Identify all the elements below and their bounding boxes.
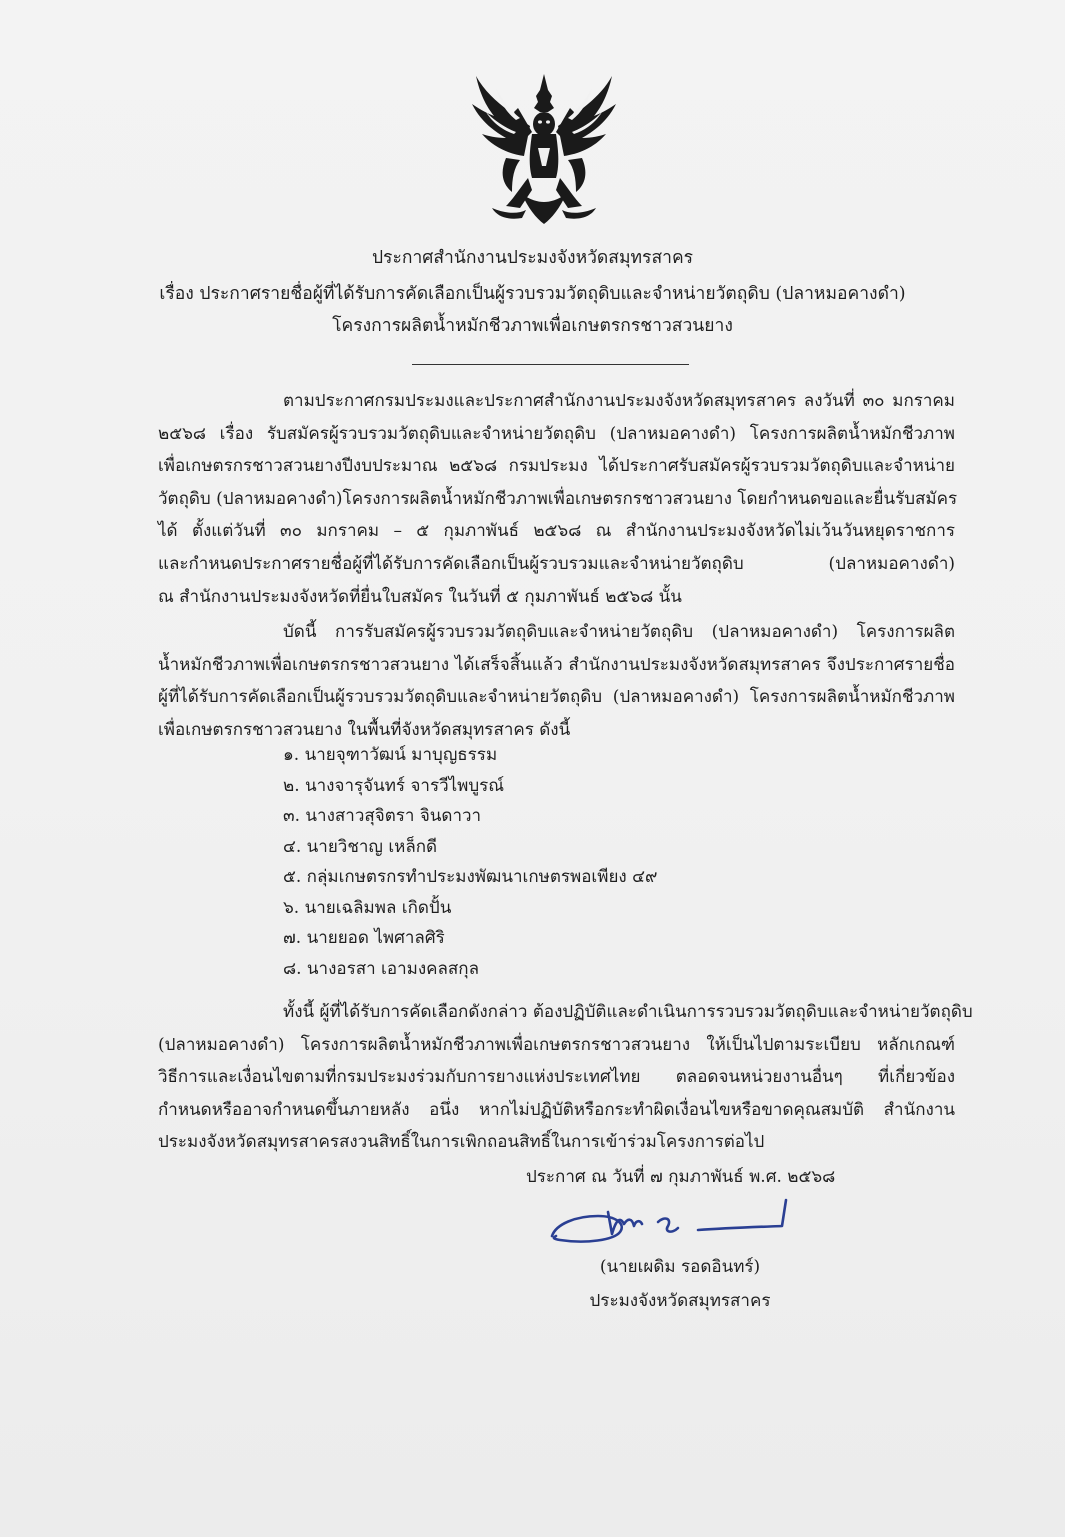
paragraph-line: ๒๕๖๘ เรื่อง รับสมัครผู้รวบรวมวัตถุดิบและจำหน่ายวัตถุดิบ (ปลาหมอคางดำ) โครงการผลิตน้ำหมักชีวภาพ	[158, 423, 955, 444]
paragraph-line: บัดนี้ การรับสมัครผู้รวบรวมวัตถุดิบและจำหน่ายวัตถุดิบ (ปลาหมอคางดำ) โครงการผลิต	[283, 622, 955, 642]
paragraph-line: ทั้งนี้ ผู้ที่ได้รับการคัดเลือกดังกล่าว ต้องปฏิบัติและดำเนินการรวบรวมวัตถุดิบและจำหน่ายวัตถุดิบ	[283, 1002, 973, 1022]
announcement-project: โครงการผลิตน้ำหมักชีวภาพเพื่อเกษตรกรชาวสวนยาง	[332, 316, 733, 336]
list-item: ๓. นางสาวสุจิตรา จินดาวา	[283, 806, 482, 826]
paragraph-line: ผู้ที่ได้รับการคัดเลือกเป็นผู้รวบรวมวัตถุดิบและจำหน่ายวัตถุดิบ (ปลาหมอคางดำ) โครงการผลิตน้ำหมักชีวภาพ	[158, 687, 955, 708]
list-item: ๘. นางอรสา เอามงคลสกุล	[283, 958, 480, 979]
signature-icon	[546, 1194, 796, 1252]
paragraph-announcement	[158, 616, 955, 746]
announcement-subject: เรื่อง ประกาศรายชื่อผู้ที่ได้รับการคัดเลือกเป็นผู้รวบรวมวัตถุดิบและจำหน่ายวัตถุดิบ (ปลาหมอคางดำ)	[159, 284, 906, 304]
paragraph-line: วัตถุดิบ (ปลาหมอคางดำ)โครงการผลิตน้ำหมักชีวภาพเพื่อเกษตรกรชาวสวนยาง โดยกำหนดขอและยื่นรับสมัคร	[158, 488, 958, 509]
paragraph-line: (ปลาหมอคางดำ) โครงการผลิตน้ำหมักชีวภาพเพื่อเกษตรกรชาวสวนยาง ให้เป็นไปตามระเบียบ หลักเกณฑ์	[158, 1034, 955, 1055]
paragraph-line: เพื่อเกษตรกรชาวสวนยาง ในพื้นที่จังหวัดสมุทรสาคร ดังนี้	[158, 719, 571, 740]
paragraph-line: กำหนดหรืออาจกำหนดขึ้นภายหลัง อนึ่ง หากไม่ปฏิบัติหรือกระทำผิดเงื่อนไขหรือขาดคุณสมบัติ สำนักงาน	[158, 1099, 955, 1120]
paragraph-line: ณ สำนักงานประมงจังหวัดที่ยื่นใบสมัคร ในวันที่ ๕ กุมภาพันธ์ ๒๕๖๘ นั้น	[158, 586, 682, 607]
paragraph-line: และกำหนดประกาศรายชื่อผู้ที่ได้รับการคัดเลือกเป็นผู้รวบรวมและจำหน่ายวัตถุดิบ (ปลาหมอคางดำ)	[158, 553, 955, 574]
list-item: ๕. กลุ่มเกษตรกรทำประมงพัฒนาเกษตรพอเพียง ๔๙	[283, 867, 658, 887]
signer-name: (นายเผดิม รอดอินทร์)	[599, 1257, 761, 1277]
paragraph-line: ประมงจังหวัดสมุทรสาครสงวนสิทธิ์ในการเพิกถอนสิทธิ์ในการเข้าร่วมโครงการต่อไป	[158, 1132, 765, 1153]
list-item: ๔. นายวิชาญ เหล็กดี	[283, 836, 438, 857]
header-divider	[412, 364, 689, 365]
list-item: ๖. นายเฉลิมพล เกิดปั้น	[283, 897, 452, 918]
paragraph-background	[158, 385, 958, 613]
paragraph-line: วิธีการและเงื่อนไขตามที่กรมประมงร่วมกับการยางแห่งประเทศไทย ตลอดจนหน่วยงานอื่นๆ ที่เกี่ยวข้อง	[158, 1067, 955, 1088]
announcement-date: ประกาศ ณ วันที่ ๗ กุมภาพันธ์ พ.ศ. ๒๕๖๘	[526, 1167, 836, 1187]
paragraph-conditions	[158, 996, 973, 1159]
list-item: ๗. นายยอด ไพศาลศิริ	[283, 928, 445, 948]
signer-title: ประมงจังหวัดสมุทรสาคร	[589, 1291, 771, 1311]
paragraph-line: ตามประกาศกรมประมงและประกาศสำนักงานประมงจังหวัดสมุทรสาคร ลงวันที่ ๓๐ มกราคม	[283, 391, 955, 411]
selected-list	[283, 740, 657, 984]
list-item: ๒. นางจารุจันทร์ จารวีไพบูรณ์	[283, 775, 505, 796]
paragraph-line: น้ำหมักชีวภาพเพื่อเกษตรกรชาวสวนยาง ได้เสร็จสิ้นแล้ว สำนักงานประมงจังหวัดสมุทรสาคร จึงประกาศรายชื่อ	[158, 654, 955, 675]
paragraph-line: เพื่อเกษตรกรชาวสวนยางปีงบประมาณ ๒๕๖๘ กรมประมง ได้ประกาศรับสมัครผู้รวบรวมวัตถุดิบและจำหน่าย	[158, 456, 955, 477]
paragraph-line: ได้ ตั้งแต่วันที่ ๓๐ มกราคม – ๕ กุมภาพันธ์ ๒๕๖๘ ณ สำนักงานประมงจังหวัดไม่เว้นวันหยุดราชการ	[158, 521, 955, 542]
list-item: ๑. นายจุฑาวัฒน์ มาบุญธรรม	[283, 745, 498, 765]
announcement-title: ประกาศสำนักงานประมงจังหวัดสมุทรสาคร	[371, 248, 694, 268]
garuda-emblem-icon	[466, 68, 622, 228]
